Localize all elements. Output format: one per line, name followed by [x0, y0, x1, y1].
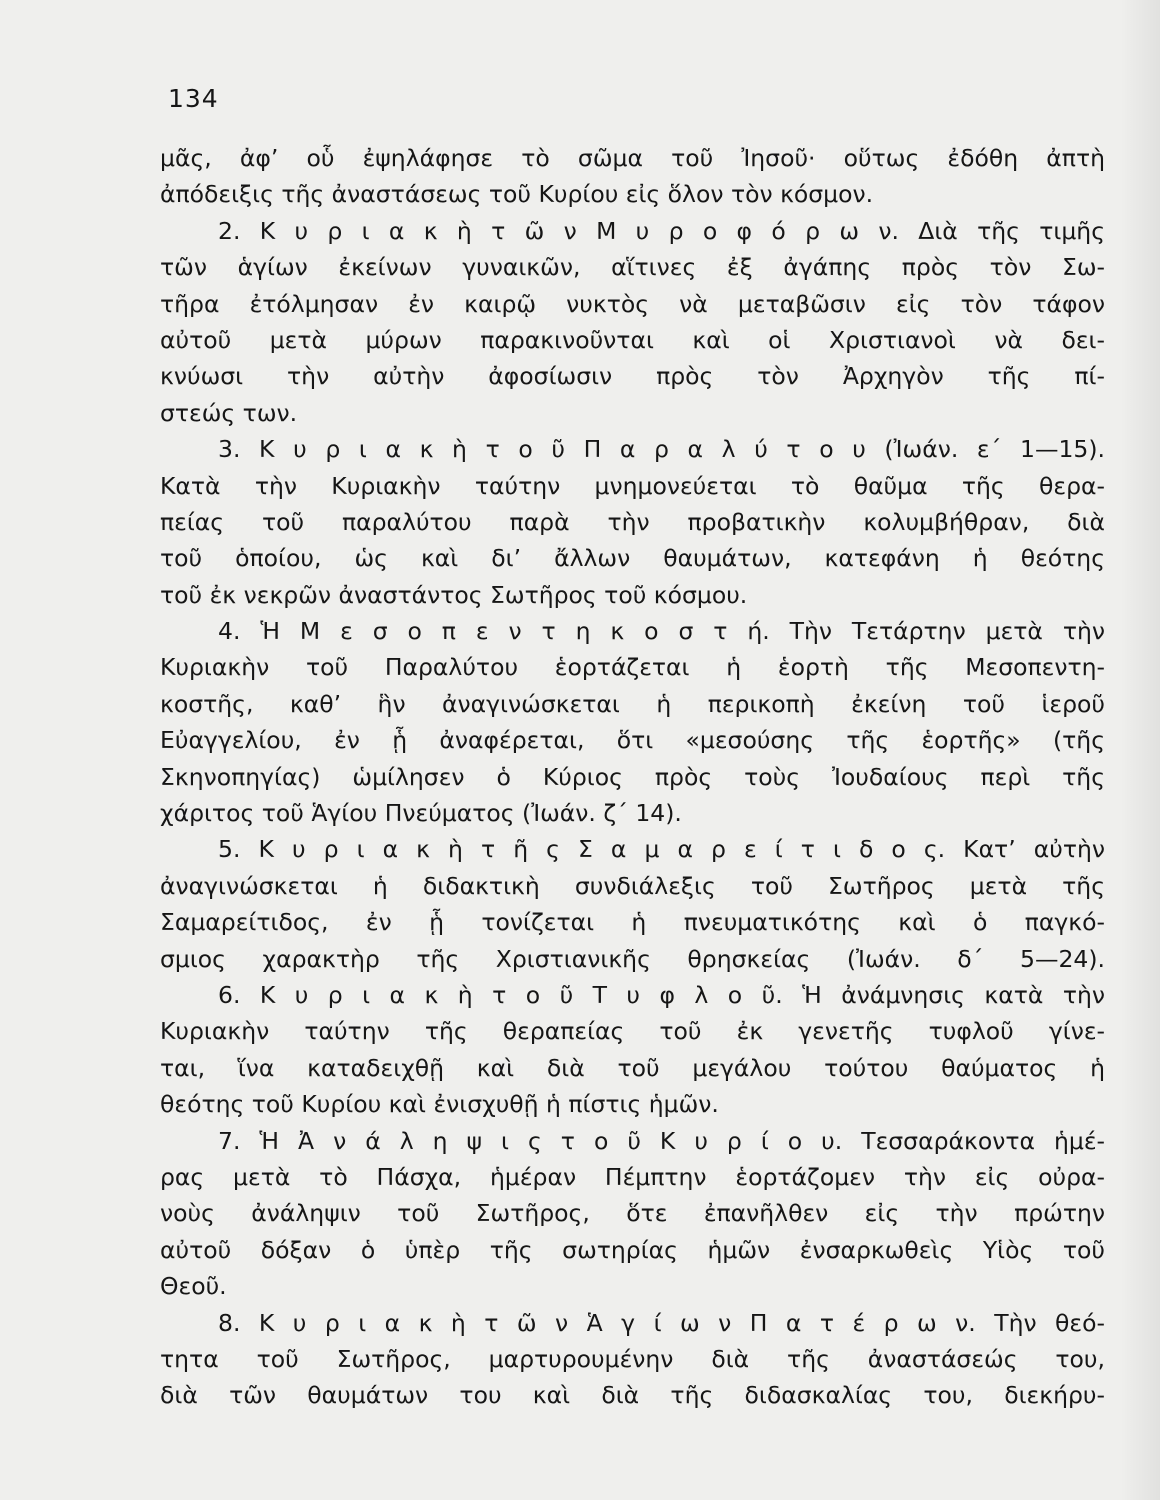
- page-number: 134: [168, 84, 219, 113]
- text-line: ρας μετὰ τὸ Πάσχα, ἡμέραν Πέμπτην ἑορτάζομεν τὴν εἰς οὐρα-: [160, 1162, 1105, 1191]
- text-line: τητα τοῦ Σωτῆρος, μαρτυρουμένην διὰ τῆς ἀναστάσεώς του,: [160, 1344, 1105, 1373]
- page-edge-shadow: [1120, 0, 1160, 1500]
- text-line: ἀπόδειξις τῆς ἀναστάσεως τοῦ Κυρίου εἰς ὅλον τὸν κόσμον.: [160, 180, 874, 209]
- text-line: στεώς των.: [160, 398, 298, 427]
- text-line: Κυριακὴν τοῦ Παραλύτου ἑορτάζεται ἡ ἑορτὴ τῆς Μεσοπεντη-: [160, 653, 1105, 682]
- text-line: Σαμαρείτιδος, ἐν ᾗ τονίζεται ἡ πνευματικότης καὶ ὁ παγκό-: [160, 908, 1105, 937]
- text-line: τῆρα ἐτόλμησαν ἐν καιρῷ νυκτὸς νὰ μεταβῶσιν εἰς τὸν τάφον: [160, 289, 1105, 318]
- text-line: κνύωσι τὴν αὐτὴν ἀφοσίωσιν πρὸς τὸν Ἀρχηγὸν τῆς πί-: [160, 362, 1105, 391]
- text-line: 3. Κ υ ρ ι α κ ὴ τ ο ῦ Π α ρ α λ ύ τ ο υ (Ἰωάν. ε΄ 1—15).: [218, 435, 1105, 464]
- text-line: θεότης τοῦ Κυρίου καὶ ἐνισχυθῇ ἡ πίστις ἡμῶν.: [160, 1090, 719, 1119]
- text-line: Θεοῦ.: [160, 1272, 227, 1301]
- text-line: τοῦ ὁποίου, ὡς καὶ δι’ ἄλλων θαυμάτων, κατεφάνη ἡ θεότης: [160, 544, 1105, 573]
- text-line: κοστῆς, καθ’ ἣν ἀναγινώσκεται ἡ περικοπὴ ἐκείνη τοῦ ἱεροῦ: [160, 689, 1105, 718]
- text-line: νοὺς ἀνάληψιν τοῦ Σωτῆρος, ὅτε ἐπανῆλθεν εἰς τὴν πρώτην: [160, 1199, 1105, 1228]
- text-line: 2. Κ υ ρ ι α κ ὴ τ ῶ ν Μ υ ρ ο φ ό ρ ω ν. Διὰ τῆς τιμῆς: [218, 216, 1105, 245]
- text-line: ται, ἵνα καταδειχθῇ καὶ διὰ τοῦ μεγάλου τούτου θαύματος ἡ: [160, 1053, 1105, 1082]
- body-text: [160, 140, 1105, 1414]
- text-line: 5. Κ υ ρ ι α κ ὴ τ ῆ ς Σ α μ α ρ ε ί τ ι δ ο ς. Κατ’ αὐτὴν: [218, 835, 1105, 864]
- text-line: τῶν ἁγίων ἐκείνων γυναικῶν, αἵτινες ἐξ ἀγάπης πρὸς τὸν Σω-: [160, 253, 1105, 282]
- text-line: Κυριακὴν ταύτην τῆς θεραπείας τοῦ ἐκ γενετῆς τυφλοῦ γίνε-: [160, 1017, 1105, 1046]
- text-line: τοῦ ἐκ νεκρῶν ἀναστάντος Σωτῆρος τοῦ κόσμου.: [160, 580, 748, 609]
- text-line: αὐτοῦ μετὰ μύρων παρακινοῦνται καὶ οἱ Χριστιανοὶ νὰ δει-: [160, 325, 1105, 354]
- text-line: χάριτος τοῦ Ἁγίου Πνεύματος (Ἰωάν. ζ΄ 14).: [160, 799, 682, 828]
- text-line: 7. Ἡ Ἀ ν ά λ η ψ ι ς τ ο ῦ Κ υ ρ ί ο υ. Τεσσαράκοντα ἡμέ-: [218, 1126, 1105, 1155]
- text-line: 4. Ἡ Μ ε σ ο π ε ν τ η κ ο σ τ ή. Τὴν Τετάρτην μετὰ τὴν: [218, 617, 1105, 646]
- text-line: Σκηνοπηγίας) ὡμίλησεν ὁ Κύριος πρὸς τοὺς Ἰουδαίους περὶ τῆς: [160, 762, 1105, 791]
- text-line: 8. Κ υ ρ ι α κ ὴ τ ῶ ν Ἁ γ ί ω ν Π α τ έ ρ ω ν. Τὴν θεό-: [218, 1308, 1105, 1337]
- text-line: ἀναγινώσκεται ἡ διδακτικὴ συνδιάλεξις τοῦ Σωτῆρος μετὰ τῆς: [160, 871, 1105, 900]
- text-line: μᾶς, ἀφ’ οὗ ἐψηλάφησε τὸ σῶμα τοῦ Ἰησοῦ· οὕτως ἐδόθη ἀπτὴ: [160, 144, 1105, 172]
- text-line: σμιος χαρακτὴρ τῆς Χριστιανικῆς θρησκείας (Ἰωάν. δ΄ 5—24).: [160, 944, 1105, 973]
- text-line: 6. Κ υ ρ ι α κ ὴ τ ο ῦ Τ υ φ λ ο ῦ. Ἡ ἀνάμνησις κατὰ τὴν: [218, 980, 1105, 1009]
- text-line: αὐτοῦ δόξαν ὁ ὑπὲρ τῆς σωτηρίας ἡμῶν ἐνσαρκωθεὶς Υἱὸς τοῦ: [160, 1235, 1105, 1264]
- text-line: Εὐαγγελίου, ἐν ᾗ ἀναφέρεται, ὅτι «μεσούσης τῆς ἑορτῆς» (τῆς: [160, 726, 1105, 755]
- text-line: διὰ τῶν θαυμάτων του καὶ διὰ τῆς διδασκαλίας του, διεκήρυ-: [160, 1381, 1105, 1410]
- text-line: Κατὰ τὴν Κυριακὴν ταύτην μνημονεύεται τὸ θαῦμα τῆς θερα-: [160, 471, 1105, 500]
- text-line: πείας τοῦ παραλύτου παρὰ τὴν προβατικὴν κολυμβήθραν, διὰ: [160, 507, 1105, 536]
